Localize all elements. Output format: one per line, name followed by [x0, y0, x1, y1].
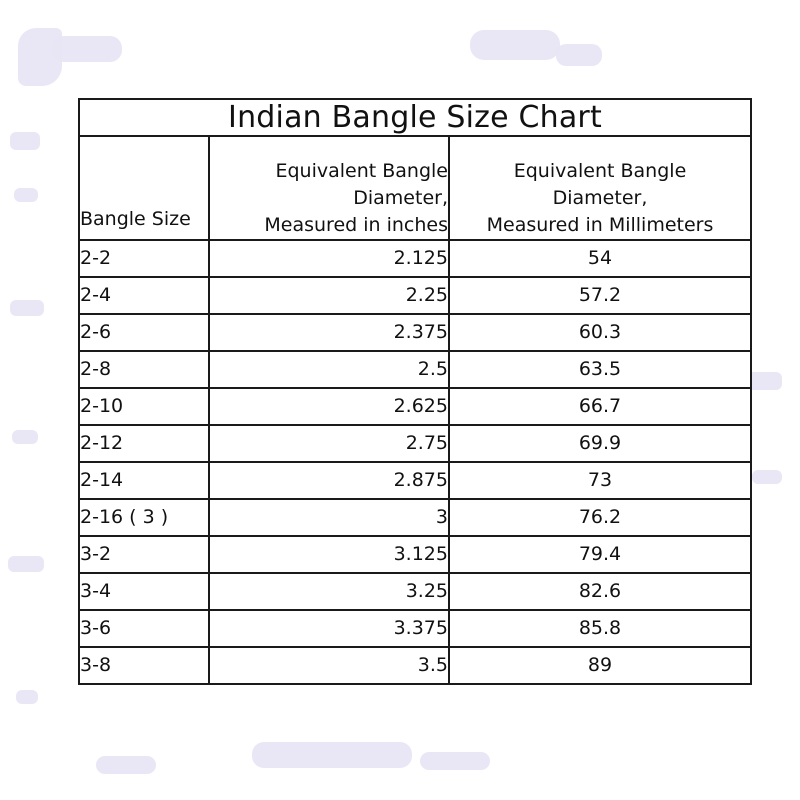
column-header-line: Equivalent Bangle [513, 160, 687, 183]
column-header-line: Measured in Millimeters [486, 214, 714, 237]
smudge-mark [8, 556, 44, 572]
bangle-size-chart-table [78, 98, 752, 685]
table-row [79, 240, 751, 277]
cell-bangle-size: 3-6 [79, 610, 209, 647]
cell-millimeters: 73 [449, 462, 751, 499]
smudge-mark [10, 132, 40, 150]
cell-bangle-size: 2-6 [79, 314, 209, 351]
cell-millimeters: 54 [449, 240, 751, 277]
cell-millimeters: 89 [449, 647, 751, 684]
table-row [79, 314, 751, 351]
smudge-mark [252, 742, 412, 768]
column-header-line: Bangle Size [80, 208, 191, 231]
column-header-bangle-size [79, 136, 209, 240]
table-row [79, 499, 751, 536]
smudge-mark [420, 752, 490, 770]
table-row [79, 425, 751, 462]
cell-bangle-size: 3-4 [79, 573, 209, 610]
table-row [79, 388, 751, 425]
cell-inches: 2.5 [209, 351, 449, 388]
cell-bangle-size: 2-2 [79, 240, 209, 277]
table-row [79, 647, 751, 684]
cell-millimeters: 79.4 [449, 536, 751, 573]
smudge-mark [10, 300, 44, 316]
cell-bangle-size: 2-10 [79, 388, 209, 425]
cell-millimeters: 69.9 [449, 425, 751, 462]
cell-bangle-size: 2-12 [79, 425, 209, 462]
cell-bangle-size: 2-4 [79, 277, 209, 314]
cell-millimeters: 60.3 [449, 314, 751, 351]
cell-bangle-size: 3-2 [79, 536, 209, 573]
cell-bangle-size: 3-8 [79, 647, 209, 684]
smudge-mark [96, 756, 156, 774]
column-header-inches [209, 136, 449, 240]
cell-inches: 3.125 [209, 536, 449, 573]
cell-millimeters: 76.2 [449, 499, 751, 536]
cell-inches: 2.125 [209, 240, 449, 277]
cell-inches: 3 [209, 499, 449, 536]
cell-inches: 2.75 [209, 425, 449, 462]
smudge-mark [16, 690, 38, 704]
smudge-mark [556, 44, 602, 66]
smudge-mark [18, 28, 62, 86]
size-chart-container [78, 98, 750, 685]
cell-inches: 3.25 [209, 573, 449, 610]
cell-millimeters: 57.2 [449, 277, 751, 314]
column-header-line: Equivalent Bangle [275, 160, 448, 183]
cell-bangle-size: 2-14 [79, 462, 209, 499]
cell-inches: 2.625 [209, 388, 449, 425]
table-row [79, 462, 751, 499]
smudge-mark [14, 188, 38, 202]
table-row [79, 351, 751, 388]
smudge-mark [470, 30, 560, 60]
column-header-millimeters [449, 136, 751, 240]
table-header-row [79, 136, 751, 240]
cell-millimeters: 85.8 [449, 610, 751, 647]
cell-bangle-size: 2-8 [79, 351, 209, 388]
cell-millimeters: 82.6 [449, 573, 751, 610]
cell-inches: 3.5 [209, 647, 449, 684]
column-header-line: Diameter, [552, 187, 648, 210]
cell-inches: 3.375 [209, 610, 449, 647]
table-row [79, 536, 751, 573]
cell-inches: 2.875 [209, 462, 449, 499]
table-row [79, 277, 751, 314]
column-header-line: Measured in inches [264, 214, 448, 237]
cell-millimeters: 63.5 [449, 351, 751, 388]
smudge-mark [12, 430, 38, 444]
table-row [79, 610, 751, 647]
cell-inches: 2.25 [209, 277, 449, 314]
cell-inches: 2.375 [209, 314, 449, 351]
page-title: Indian Bangle Size Chart [79, 99, 751, 136]
title-row [79, 99, 751, 136]
cell-millimeters: 66.7 [449, 388, 751, 425]
table-row [79, 573, 751, 610]
cell-bangle-size: 2-16 ( 3 ) [79, 499, 209, 536]
smudge-mark [752, 470, 782, 484]
smudge-mark [52, 36, 122, 62]
column-header-line: Diameter, [353, 187, 448, 210]
